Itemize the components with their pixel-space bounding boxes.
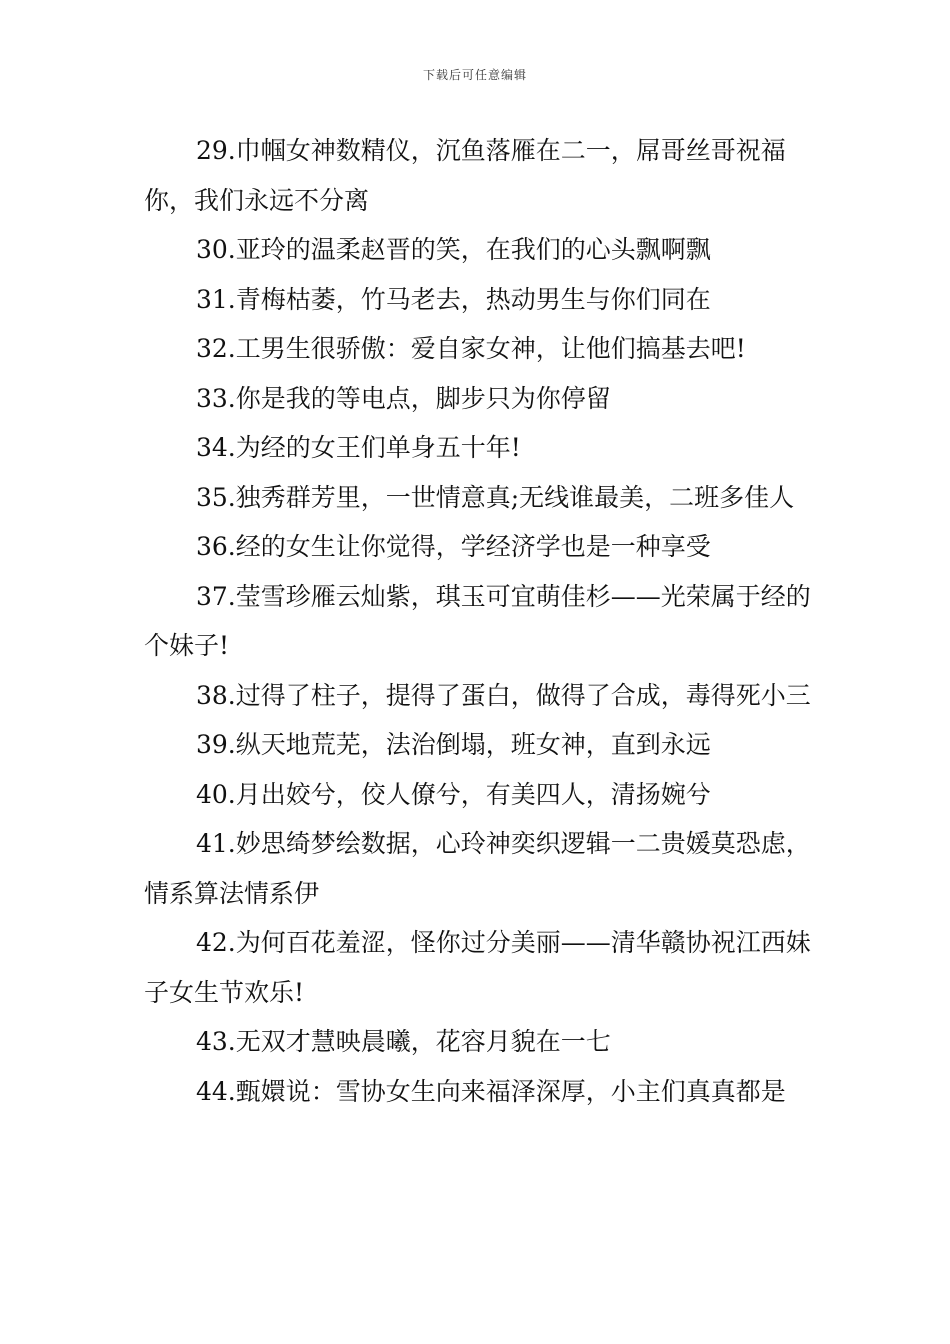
paragraph-31: 31.青梅枯萎，竹马老去，热动男生与你们同在 [196, 284, 711, 314]
paragraph-34: 34.为经的女王们单身五十年! [196, 433, 521, 462]
page-header: 下载后可任意编辑 [422, 68, 527, 82]
paragraph-30: 30.亚玲的温柔赵晋的笑，在我们的心头飘啊飘 [196, 235, 711, 264]
paragraph-36: 36.经的女生让你觉得，学经济学也是一种享受 [196, 532, 711, 561]
paragraph-40: 40.月出姣兮，佼人僚兮，有美四人，清扬婉兮 [196, 779, 711, 809]
paragraph-33: 33.你是我的等电点，脚步只为你停留 [196, 383, 611, 413]
paragraph-44: 44.甄嬛说：雪协女生向来福泽深厚，小主们真真都是 [196, 1076, 786, 1106]
paragraph-41: 41.妙思绮梦绘数据，心玲神奕织逻辑一二贵媛莫恐虑，情系算法情系伊 [144, 829, 811, 908]
paragraph-32: 32.工男生很骄傲：爱自家女神，让他们搞基去吧! [196, 334, 746, 363]
paragraph-35: 35.独秀群芳里，一世情意真;无线谁最美，二班多佳人 [196, 482, 795, 512]
paragraph-39: 39.纵天地荒芜，法治倒塌，班女神，直到永远 [196, 730, 711, 759]
paragraph-43: 43.无双才慧映晨曦，花容月貌在一七 [196, 1027, 611, 1056]
paragraph-42: 42.为何百花羞涩，怪你过分美丽——清华赣协祝江西妹子女生节欢乐! [144, 928, 811, 1007]
document-body [144, 126, 824, 1116]
paragraph-29: 29.巾帼女神数精仪，沉鱼落雁在二一，屌哥丝哥祝福你，我们永远不分离 [144, 136, 786, 215]
paragraph-38: 38.过得了柱子，提得了蛋白，做得了合成，毒得死小三 [196, 680, 811, 710]
paragraph-37: 37.莹雪珍雁云灿紫，琪玉可宜萌佳杉——光荣属于经的个妹子! [144, 581, 811, 660]
